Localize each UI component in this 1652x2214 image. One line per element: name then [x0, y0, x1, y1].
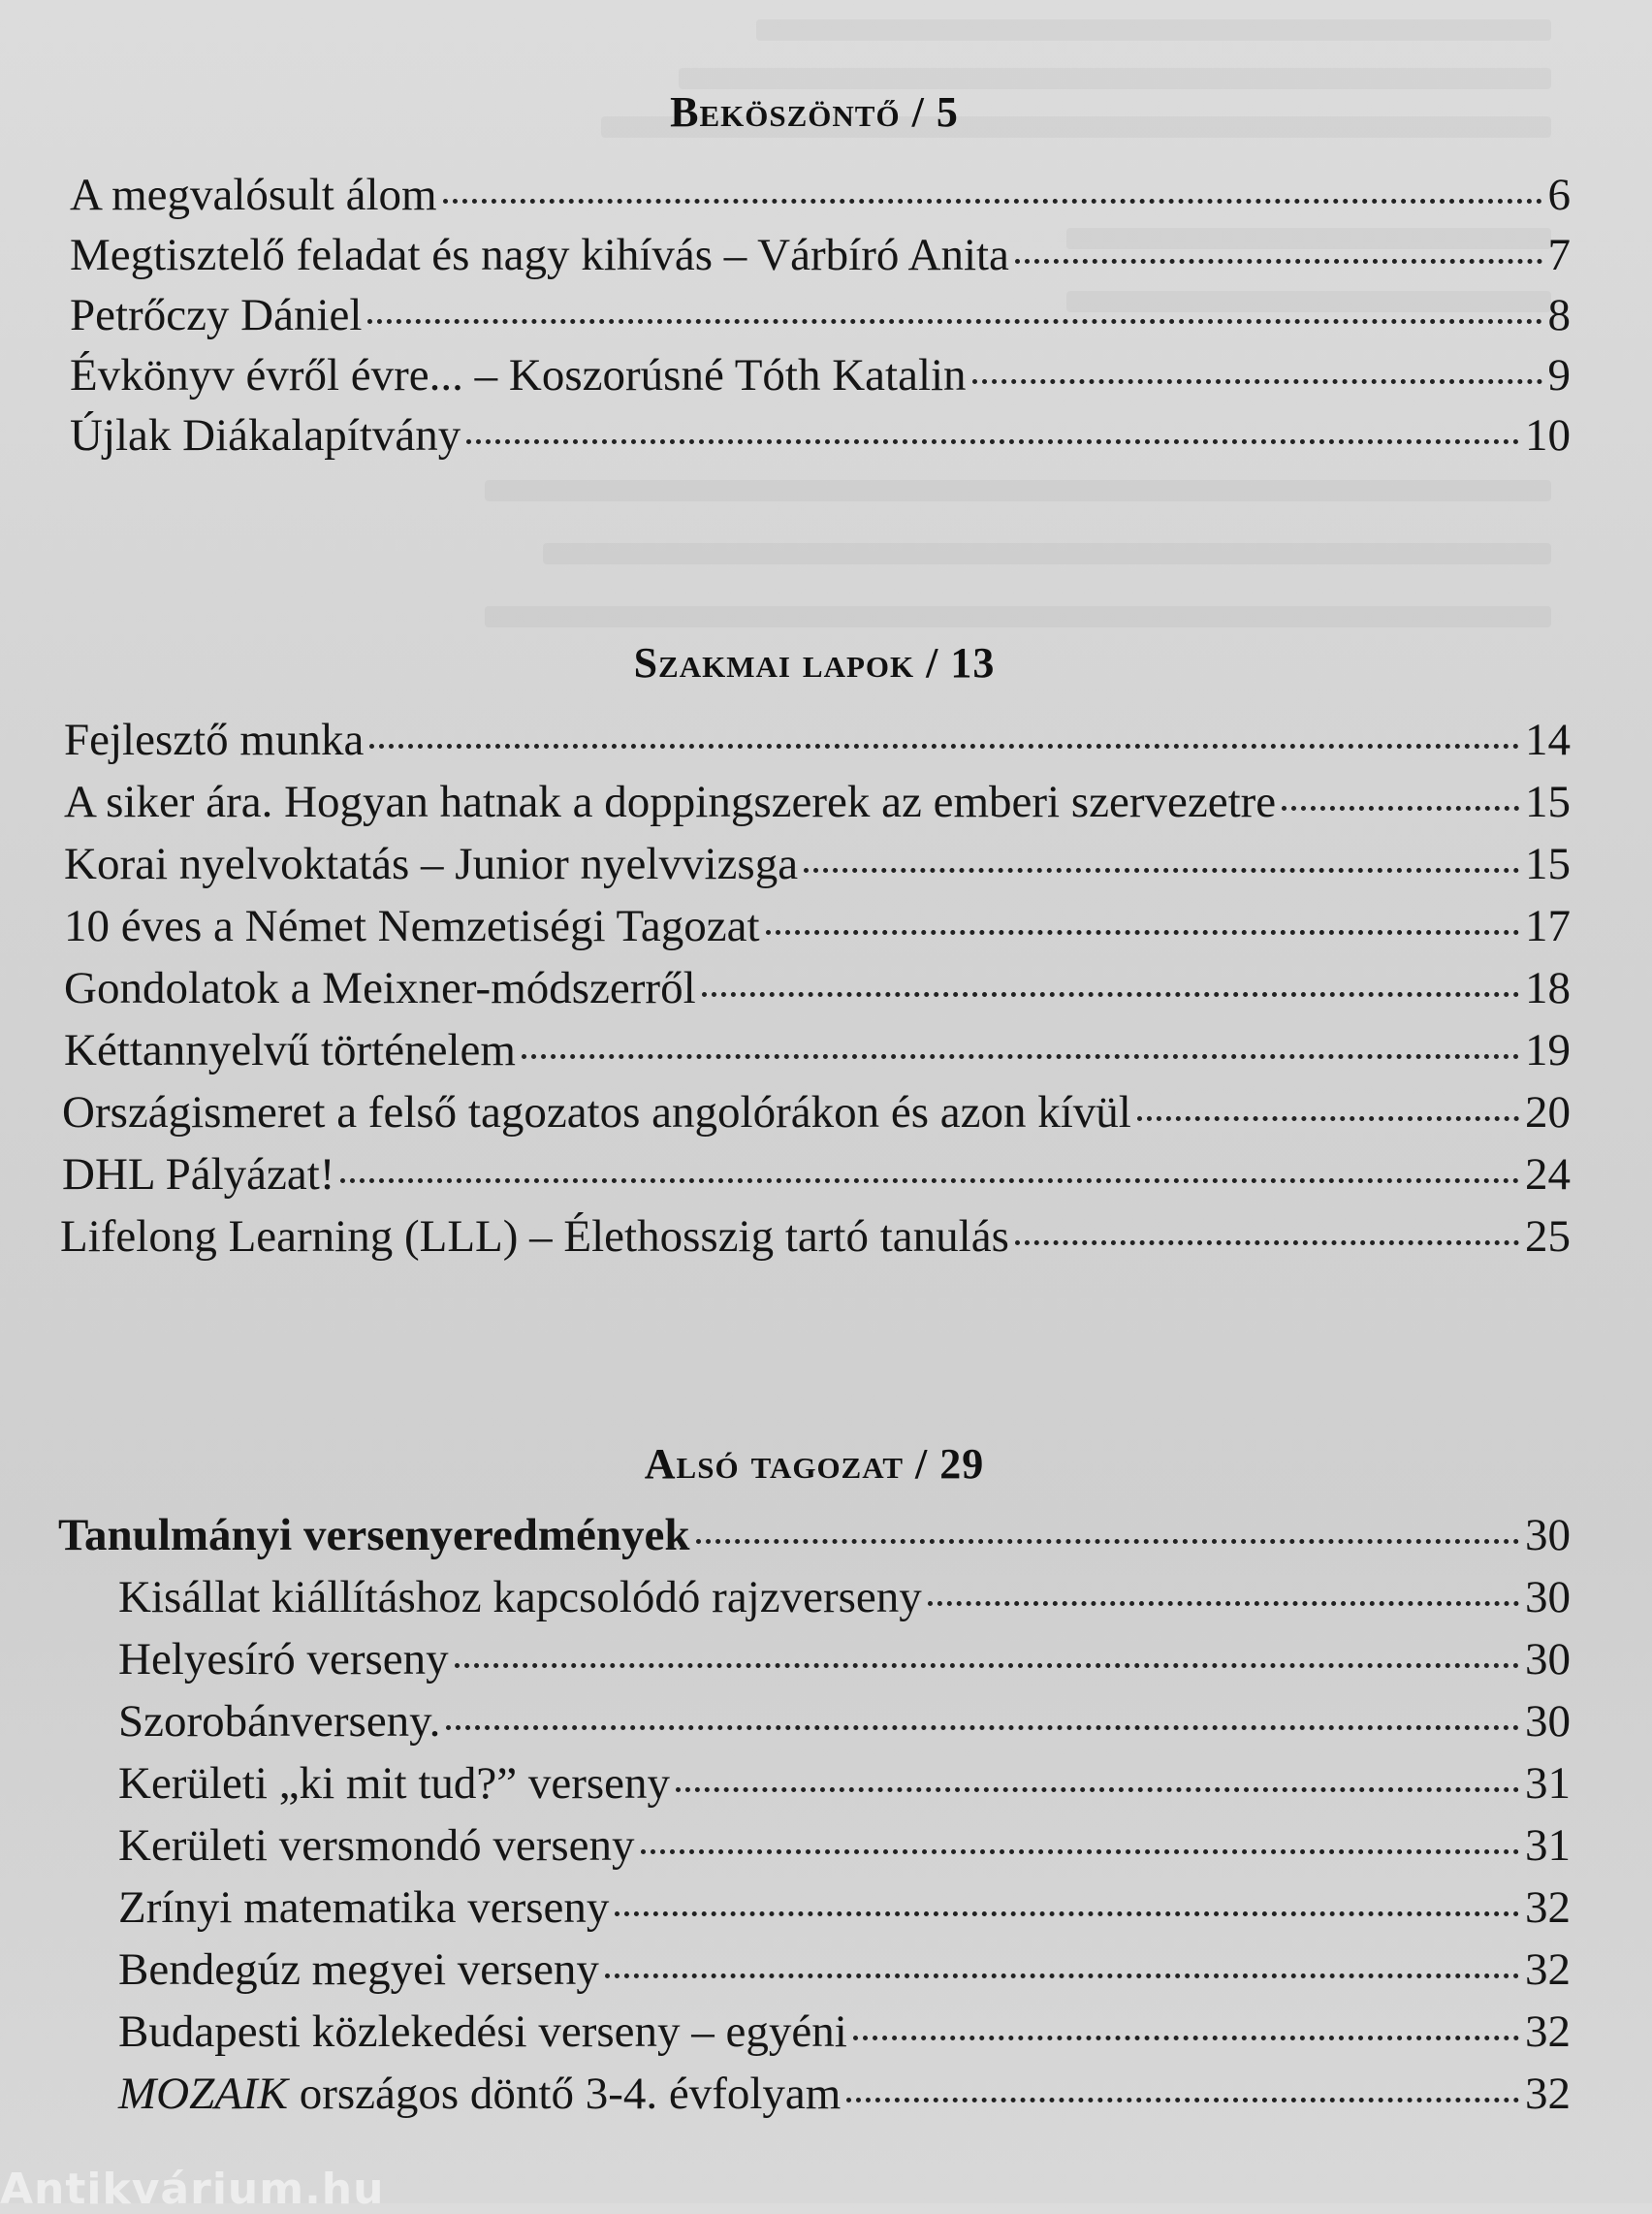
toc-entry[interactable] — [64, 777, 1571, 827]
toc-entry[interactable] — [64, 963, 1571, 1013]
toc-entry-title: Kerületi „ki mit tud?” verseny — [118, 1758, 671, 1809]
dot-leader — [340, 1178, 1519, 1183]
dot-leader — [1015, 1240, 1519, 1245]
toc-entry-title: Szorobánverseny. — [118, 1696, 441, 1747]
section-heading-text: Beköszöntő — [670, 88, 901, 136]
dot-leader — [522, 1054, 1519, 1059]
toc-entry[interactable] — [70, 410, 1571, 461]
toc-entry-page: 15 — [1525, 777, 1571, 827]
toc-entry[interactable] — [70, 350, 1571, 401]
dot-leader — [676, 1787, 1519, 1792]
toc-entry[interactable] — [64, 901, 1571, 951]
toc-entry[interactable] — [118, 2071, 1571, 2117]
toc-entry-title: Bendegúz megyei verseny — [118, 1944, 599, 1995]
toc-entry-title: Évkönyv évről évre... – Koszorúsné Tóth Katalin — [70, 350, 967, 401]
toc-entry-page: 8 — [1547, 290, 1571, 340]
dot-leader — [972, 379, 1542, 384]
toc-entry-title: A siker ára. Hogyan hatnak a doppingszerek az emberi szervezetre — [64, 777, 1277, 827]
toc-entry[interactable] — [62, 1087, 1571, 1138]
dot-leader — [369, 744, 1519, 749]
toc-entry-title — [118, 2071, 841, 2117]
toc-entry-page: 31 — [1525, 1820, 1571, 1871]
dot-leader — [1015, 259, 1542, 264]
toc-entry[interactable] — [118, 1820, 1571, 1871]
section-heading-page: 5 — [936, 88, 959, 136]
toc-entry-title: Korai nyelvoktatás – Junior nyelvvizsga — [64, 839, 799, 889]
toc-entry-page: 24 — [1525, 1149, 1571, 1200]
toc-entry[interactable] — [64, 1025, 1571, 1075]
dot-leader — [804, 868, 1519, 873]
dot-leader — [853, 2036, 1519, 2040]
toc-entry-page: 32 — [1525, 2069, 1571, 2119]
toc-entry[interactable] — [70, 290, 1571, 340]
toc-entry[interactable] — [60, 1211, 1571, 1262]
dot-leader — [1137, 1116, 1519, 1121]
toc-entry[interactable] — [118, 1634, 1571, 1685]
toc-entry-title: Kéttannyelvű történelem — [64, 1025, 516, 1075]
toc-entry-title: Megtisztelő feladat és nagy kihívás – Várbíró Anita — [70, 230, 1009, 280]
dot-leader — [766, 930, 1519, 935]
toc-entry[interactable] — [58, 1510, 1571, 1560]
section-heading-also-tagozat: Alsó tagozat / 29 — [644, 1440, 985, 1488]
dot-leader — [846, 2098, 1519, 2102]
toc-entry-title: Kerületi versmondó verseny — [118, 1820, 635, 1871]
toc-entry-page: 14 — [1525, 715, 1571, 765]
toc-entry-title: Petrőczy Dániel — [70, 290, 363, 340]
dot-leader — [605, 1973, 1519, 1978]
toc-entry-page: 18 — [1525, 963, 1571, 1013]
toc-entry-page: 25 — [1525, 1211, 1571, 1262]
dot-leader — [615, 1911, 1519, 1916]
section-heading-text: Alsó tagozat — [644, 1440, 904, 1488]
toc-entry-title: Gondolatok a Meixner-módszerről — [64, 963, 696, 1013]
toc-entry[interactable] — [70, 230, 1571, 280]
toc-entry[interactable] — [64, 715, 1571, 765]
toc-entry-title: Zrínyi matematika verseny — [118, 1882, 610, 1933]
dot-leader — [455, 1663, 1519, 1668]
toc-entry-page: 32 — [1525, 1944, 1571, 1995]
toc-entry-title-italic: MOZAIK — [118, 2069, 288, 2119]
toc-entry-page: 31 — [1525, 1758, 1571, 1809]
dot-leader — [696, 1539, 1519, 1544]
toc-entry-page: 17 — [1525, 901, 1571, 951]
toc-entry[interactable] — [62, 1149, 1571, 1200]
toc-entry-page: 20 — [1525, 1087, 1571, 1138]
toc-entry[interactable] — [118, 1944, 1571, 1995]
toc-entry[interactable] — [64, 839, 1571, 889]
toc-entry-title: Országismeret a felső tagozatos angolórákon és azon kívül — [62, 1087, 1131, 1138]
toc-entry-title: Fejlesztő munka — [64, 715, 365, 765]
toc-entry-page: 6 — [1547, 170, 1571, 220]
toc-entry-page: 15 — [1525, 839, 1571, 889]
toc-entry-title: A megvalósult álom — [70, 170, 437, 220]
toc-entry-title: Tanulmányi versenyeredmények — [58, 1510, 690, 1560]
toc-entry[interactable] — [70, 170, 1571, 220]
toc-entry-title: Budapesti közlekedési verseny – egyéni — [118, 2006, 847, 2057]
toc-entry[interactable] — [118, 2006, 1571, 2057]
toc-entry[interactable] — [118, 1882, 1571, 1933]
toc-entry[interactable] — [118, 1758, 1571, 1809]
dot-leader — [446, 1725, 1519, 1730]
toc-entry[interactable] — [118, 1696, 1571, 1747]
toc-entry-page: 32 — [1525, 1882, 1571, 1933]
section-heading-szakmai-lapok: Szakmai lapok / 13 — [633, 639, 996, 687]
toc-entry-title: Újlak Diákalapítvány — [70, 410, 461, 461]
toc-entry-page: 9 — [1547, 350, 1571, 401]
dot-leader — [466, 439, 1519, 444]
dot-leader — [702, 992, 1519, 997]
toc-entry-title: DHL Pályázat! — [62, 1149, 335, 1200]
dot-leader — [367, 319, 1541, 324]
section-heading-page: 29 — [939, 1440, 985, 1488]
toc-entry-page: 30 — [1525, 1696, 1571, 1747]
dot-leader — [928, 1601, 1519, 1606]
toc-entry-page: 10 — [1525, 410, 1571, 461]
toc-entry-title: 10 éves a Német Nemzetiségi Tagozat — [64, 901, 760, 951]
toc-entry-title: Kisállat kiállításhoz kapcsolódó rajzverseny — [118, 1572, 922, 1622]
toc-entry-page: 32 — [1525, 2006, 1571, 2057]
toc-entry-page: 30 — [1525, 1634, 1571, 1685]
section-heading-text: Szakmai lapok — [633, 639, 915, 687]
section-heading-page: 13 — [950, 639, 996, 687]
dot-leader — [443, 199, 1542, 204]
dot-leader — [1282, 806, 1519, 811]
toc-entry-page: 7 — [1547, 230, 1571, 280]
toc-entry-title-rest: országos döntő 3-4. évfolyam — [287, 2069, 842, 2119]
watermark-text: Antikvárium.hu — [0, 2165, 385, 2214]
dot-leader — [641, 1849, 1519, 1854]
toc-entry-page: 19 — [1525, 1025, 1571, 1075]
toc-entry-page: 30 — [1525, 1510, 1571, 1560]
section-heading-bekoszonto: Beköszöntő / 5 — [670, 88, 959, 136]
toc-entry[interactable] — [118, 1572, 1571, 1622]
toc-entry-page: 30 — [1525, 1572, 1571, 1622]
toc-entry-title: Lifelong Learning (LLL) – Élethosszig tartó tanulás — [60, 1211, 1009, 1262]
toc-entry-title: Helyesíró verseny — [118, 1634, 449, 1685]
